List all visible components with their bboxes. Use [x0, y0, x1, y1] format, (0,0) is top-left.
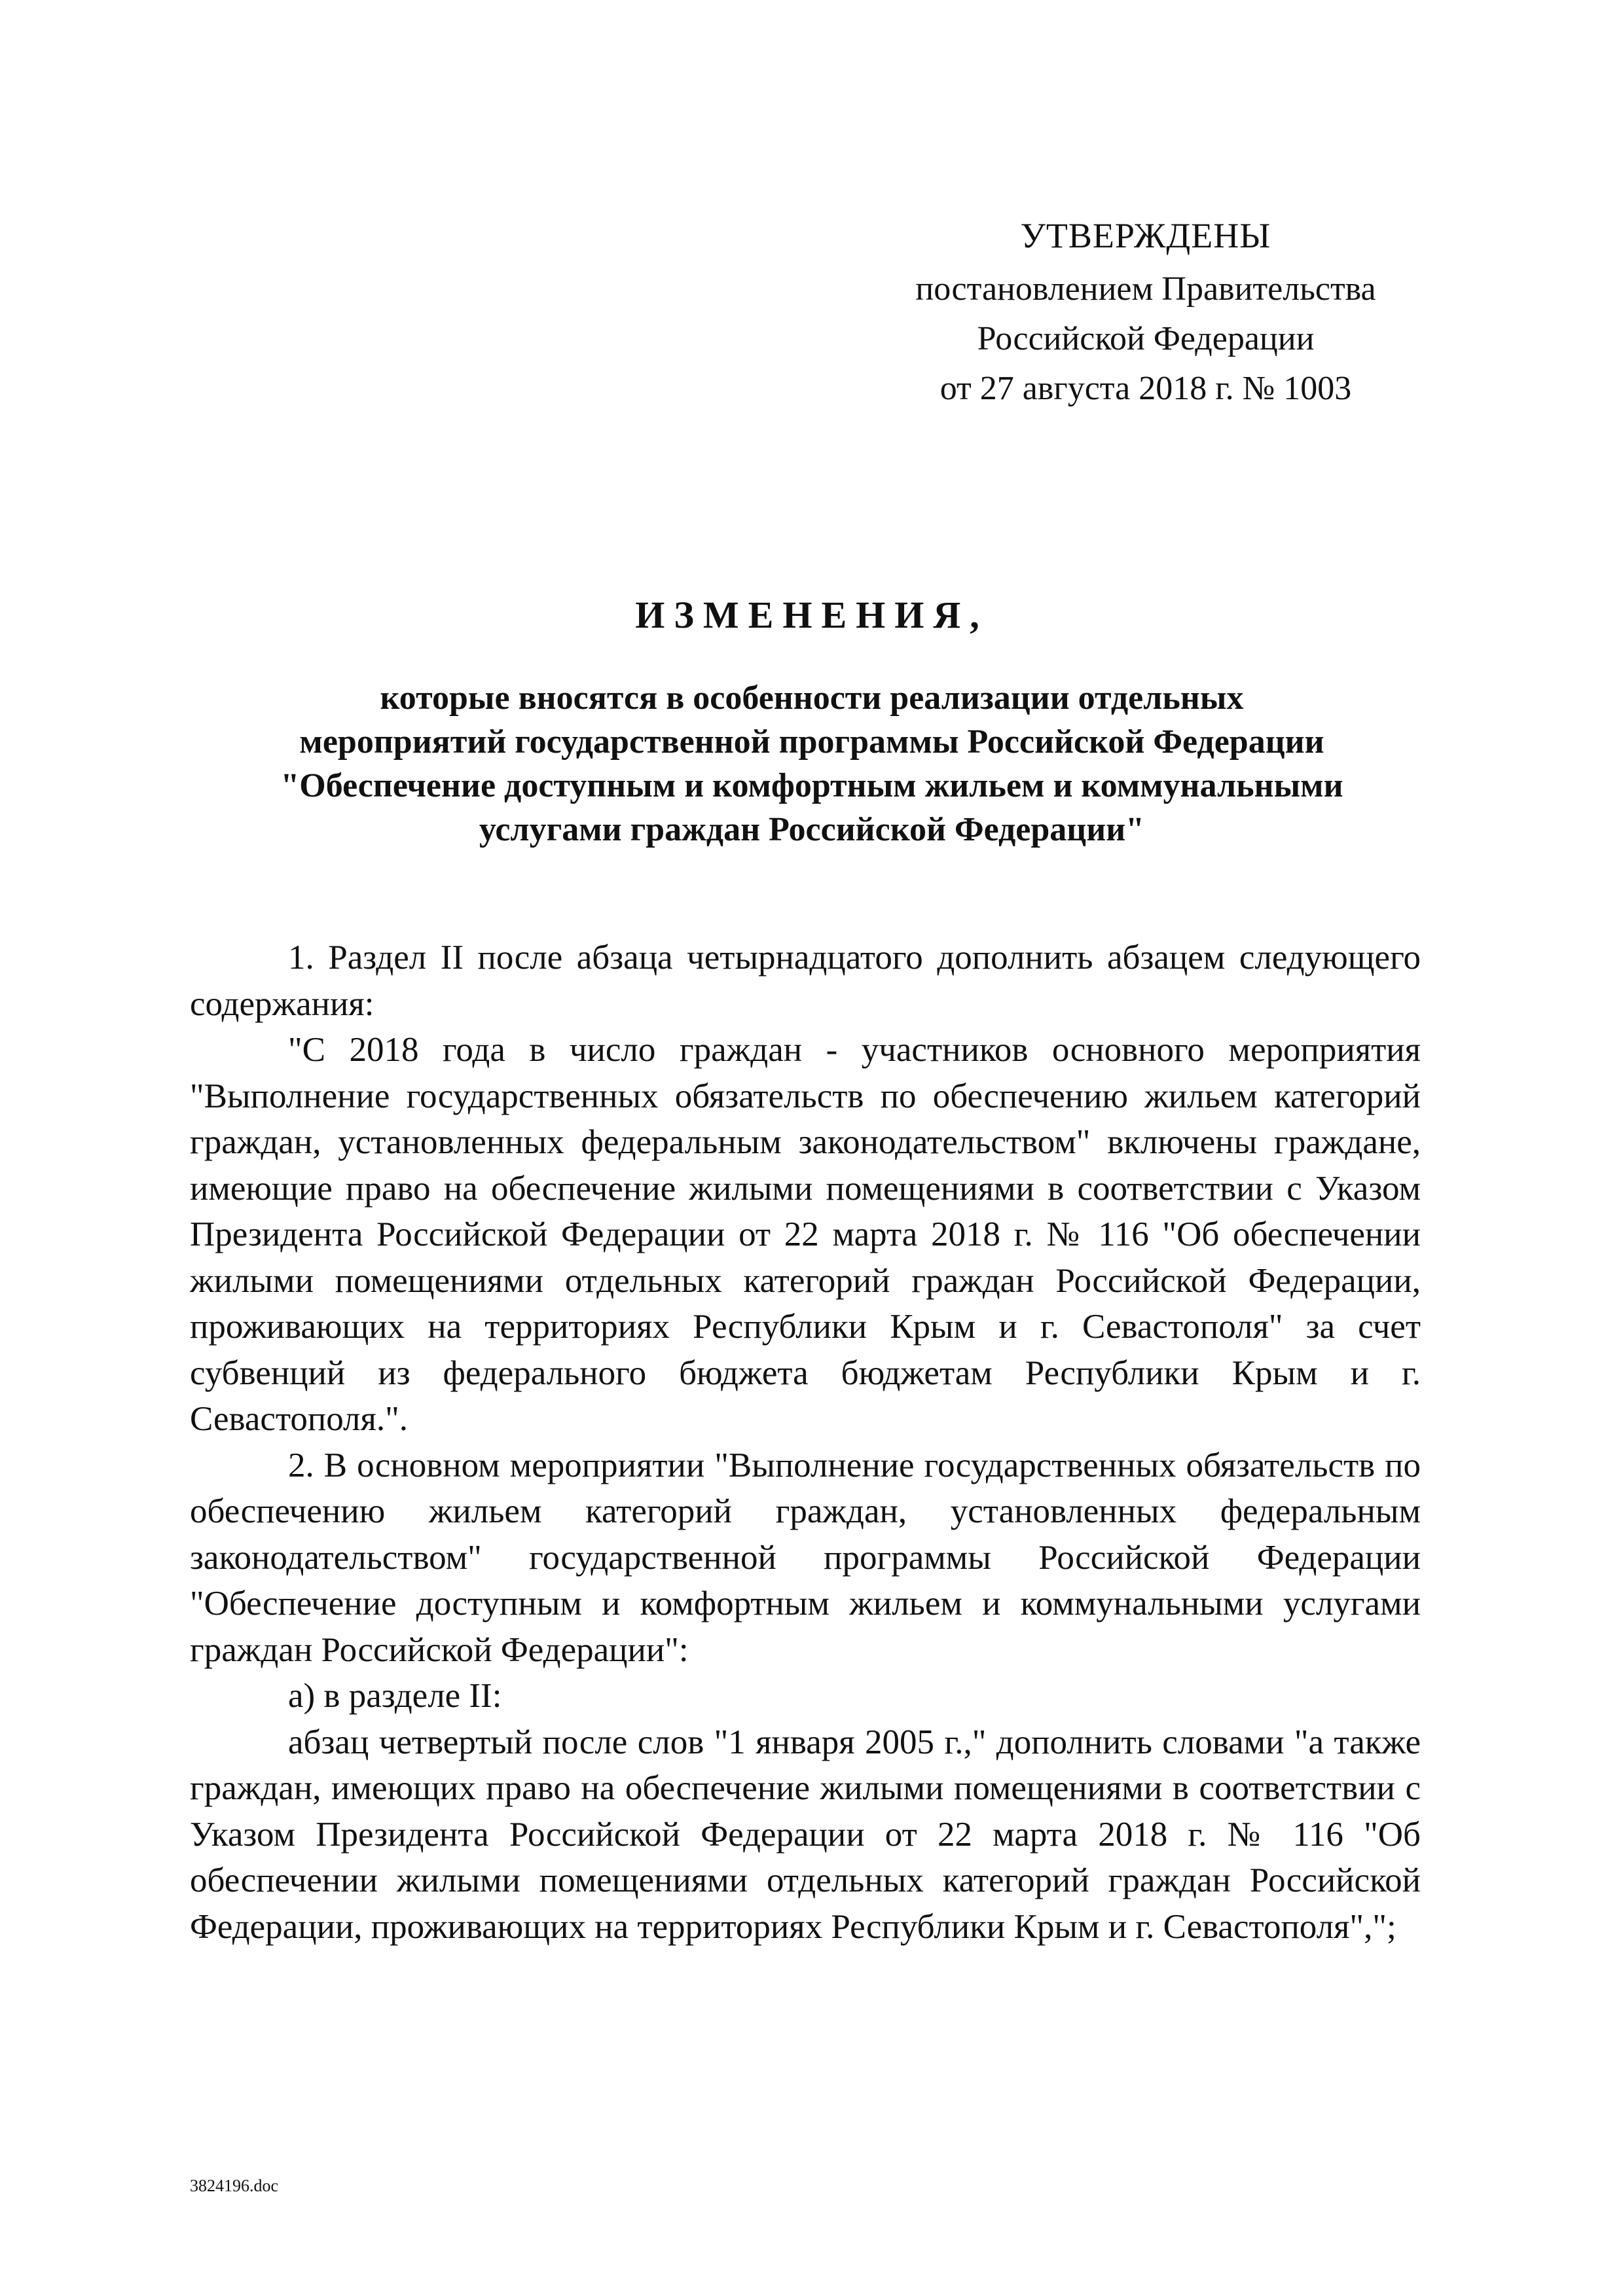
paragraph-3: 2. В основном мероприятии "Выполнение государственных обязательств по обеспечению жильем категорий граждан, установленных федеральным законодательством" государственной программы Российской Федерации "Обеспечение доступным и комфортным жильем и коммунальными услугами граждан Российской Федерации": [190, 1446, 1421, 1669]
document-body [190, 935, 1421, 1950]
document-subtitle [190, 676, 1434, 852]
subtitle-line-1: которые вносятся в особенности реализации отдельных [380, 679, 1244, 717]
approval-heading: УТВЕРЖДЕНЫ [1020, 216, 1271, 255]
subtitle-line-3: "Обеспечение доступным и комфортным жильем и коммунальными [280, 767, 1343, 804]
paragraph-1: 1. Раздел II после абзаца четырнадцатого дополнить абзацем следующего содержания: [190, 939, 1421, 1023]
approval-line-3: от 27 августа 2018 г. № 1003 [939, 370, 1352, 407]
approval-line-1: постановлением Правительства [915, 270, 1376, 308]
document-file-id: 3824196.doc [190, 2176, 279, 2195]
paragraph-4: а) в разделе II: [288, 1677, 502, 1715]
subtitle-line-2: мероприятий государственной программы Российской Федерации [299, 723, 1324, 761]
approval-block [851, 211, 1440, 414]
title-block [190, 592, 1434, 852]
paragraph-5: абзац четвертый после слов "1 января 2005 г.," дополнить словами "а также граждан, имеющих право на обеспечение жилыми помещениями в соответствии с Указом Президента Российской Федерации от 22 марта 2018 г. № 116 "Об обеспечении жилыми помещениями отдельных категорий граждан Российской Федерации, проживающих на территориях Республики Крым и г. Севастополя","; [190, 1723, 1421, 1946]
approval-line-2: Российской Федерации [977, 320, 1315, 357]
subtitle-line-4: услугами граждан Российской Федерации" [479, 811, 1145, 848]
document-title: ИЗМЕНЕНИЯ, [635, 594, 989, 636]
paragraph-2: "С 2018 года в число граждан - участников основного мероприятия "Выполнение государственных обязательств по обеспечению жильем категорий граждан, установленных федеральным законодательством" включены граждане, имеющие право на обеспечение жилыми помещениями в соответствии с Указом Президента Российской Федерации от 22 марта 2018 г. № 116 "Об обеспечении жилыми помещениями отдельных категорий граждан Российской Федерации, проживающих на территориях Республики Крым и г. Севастополя" за счет субвенций из федерального бюджета бюджетам Республики Крым и г. Севастополя.". [190, 1031, 1421, 1438]
